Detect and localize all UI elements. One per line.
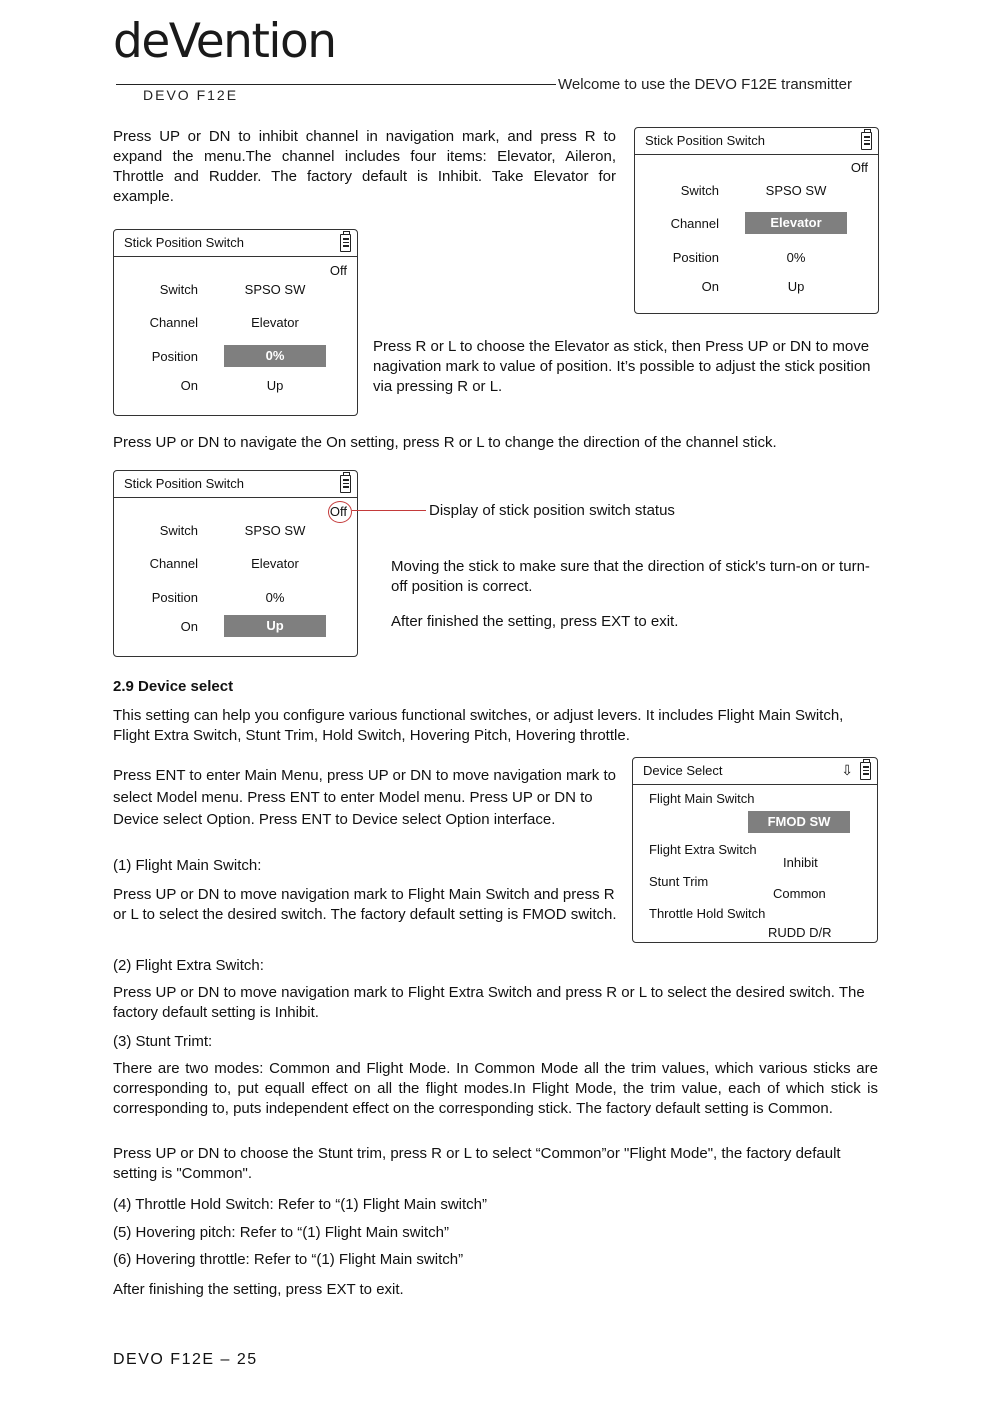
lcd-title: Stick Position Switch xyxy=(124,235,244,250)
fes-value: Inhibit xyxy=(783,855,818,870)
lcd-value-position: 0% xyxy=(786,250,806,265)
fes-label: Flight Extra Switch xyxy=(649,842,757,857)
s1-title: (1) Flight Main Switch: xyxy=(113,857,262,874)
lcd-title-bar xyxy=(635,128,878,155)
lcd-title: Device Select xyxy=(643,763,723,778)
enter-instructions: Press ENT to enter Main Menu, press UP or DN to move navigation mark to select Model menu. Press ENT to enter Model menu. Press UP or DN to Device select Option. Press ENT to Device select Option interface. xyxy=(113,767,616,828)
stunt-trim-value: Common xyxy=(773,886,826,901)
down-arrow-icon: ⇩ xyxy=(841,762,853,778)
lcd-title-bar xyxy=(114,230,357,257)
lcd-label-on: On xyxy=(701,279,719,294)
intro-paragraph: Press UP or DN to inhibit channel in navigation mark, and press R to expand the menu.The channel includes four items: Elevator, Aileron, Throttle and Rudder. The factory default is Inhibit. Take Elevator for example. xyxy=(113,128,616,205)
header-welcome: Welcome to use the DEVO F12E transmitter xyxy=(558,76,853,93)
s2-body: Press UP or DN to move navigation mark to Flight Extra Switch and press R or L to select the desired switch. The factory default setting is Inhibit. xyxy=(113,984,865,1021)
lcd-label-switch: Switch xyxy=(159,523,198,538)
battery-icon xyxy=(861,132,872,150)
throttle-hold-label: Throttle Hold Switch xyxy=(649,906,766,921)
battery-icon xyxy=(860,762,871,780)
s3-title: (3) Stunt Trimt: xyxy=(113,1033,213,1050)
s2-title: (2) Flight Extra Switch: xyxy=(113,957,264,974)
lcd-label-switch: Switch xyxy=(159,282,198,297)
s3-body-1: There are two modes: Common and Flight Mode. In Common Mode all the trim values, which various sticks are corresponding to, put equall effect on all the flight modes.In Flight Mode, the trim value, each of which stick is corresponding to, puts independent effect on the corresponding stick. The factory default setting is Common. xyxy=(113,1060,878,1117)
battery-icon xyxy=(340,234,351,252)
lcd-label-switch: Switch xyxy=(680,183,719,198)
lcd-label-position: Position xyxy=(151,590,198,605)
s5: (5) Hovering pitch: Refer to “(1) Flight Main switch” xyxy=(113,1224,449,1241)
lcd-screen-channel xyxy=(634,127,879,314)
section-heading: 2.9 Device select xyxy=(113,678,234,695)
lcd-value-channel: Elevator xyxy=(251,556,299,571)
fms-value-selected: FMOD SW xyxy=(748,811,850,833)
section-intro: This setting can help you configure various functional switches, or adjust levers. It includes Flight Main Switch, Flight Extra Switch, Stunt Trim, Hold Switch, Hovering Pitch, Hovering throttle. xyxy=(113,707,844,744)
lcd-title: Stick Position Switch xyxy=(645,133,765,148)
lcd-value-position-selected: 0% xyxy=(224,345,326,367)
lcd-value-channel-selected: Elevator xyxy=(745,212,847,234)
callout-label: Display of stick position switch status xyxy=(429,502,675,519)
model-name: DEVO F12E xyxy=(143,87,239,103)
lcd-value-channel: Elevator xyxy=(251,315,299,330)
lcd-title-bar xyxy=(633,758,877,785)
lcd-value-position: 0% xyxy=(265,590,285,605)
lcd-status: Off xyxy=(329,263,347,278)
brand-logo: deVention xyxy=(113,14,336,69)
lcd-value-on: Up xyxy=(787,279,805,294)
page-footer: DEVO F12E – 25 xyxy=(113,1351,258,1368)
s6: (6) Hovering throttle: Refer to “(1) Flight Main switch” xyxy=(113,1251,464,1268)
lcd-value-switch: SPSO SW xyxy=(244,523,306,538)
lcd-value-on: Up xyxy=(266,378,284,393)
exit-note: After finished the setting, press EXT to exit. xyxy=(391,613,679,630)
stunt-trim-label: Stunt Trim xyxy=(649,874,709,889)
lcd-label-channel: Channel xyxy=(670,216,719,231)
lcd-value-on-selected: Up xyxy=(224,615,326,637)
s4: (4) Throttle Hold Switch: Refer to “(1) Flight Main switch” xyxy=(113,1196,487,1213)
stick-direction-note: Moving the stick to make sure that the direction of stick's turn-on or turn-off position is correct. xyxy=(391,558,870,595)
lcd-value-switch: SPSO SW xyxy=(765,183,827,198)
callout-line xyxy=(352,510,426,511)
s1-body: Press UP or DN to move navigation mark to Flight Main Switch and press R or L to select the desired switch. The factory default setting is FMOD switch. xyxy=(113,886,617,923)
lcd-label-on: On xyxy=(180,619,198,634)
position-instruction: Press R or L to choose the Elevator as stick, then Press UP or DN to move nagivation mark to value of position. It’s possible to adjust the stick position via pressing R or L. xyxy=(373,338,871,395)
lcd-label-channel: Channel xyxy=(149,556,198,571)
lcd-label-on: On xyxy=(180,378,198,393)
lcd-label-position: Position xyxy=(672,250,719,265)
fms-label: Flight Main Switch xyxy=(649,791,755,806)
header-rule xyxy=(116,84,556,85)
lcd-title: Stick Position Switch xyxy=(124,476,244,491)
lcd-status: Off xyxy=(329,504,347,519)
lcd-status: Off xyxy=(850,160,868,175)
lcd-label-channel: Channel xyxy=(149,315,198,330)
finish-note: After finishing the setting, press EXT to exit. xyxy=(113,1281,404,1298)
lcd-value-switch: SPSO SW xyxy=(244,282,306,297)
lcd-screen-position xyxy=(113,229,358,416)
lcd-device-select xyxy=(632,757,878,943)
on-setting-instruction: Press UP or DN to navigate the On setting, press R or L to change the direction of the channel stick. xyxy=(113,434,777,451)
battery-icon xyxy=(340,475,351,493)
lcd-label-position: Position xyxy=(151,349,198,364)
lcd-title-bar xyxy=(114,471,357,498)
lcd-screen-on xyxy=(113,470,358,657)
s3-body-2: Press UP or DN to choose the Stunt trim, press R or L to select “Common”or "Flight Mode", the factory default setting is "Common". xyxy=(113,1145,841,1182)
throttle-hold-value: RUDD D/R xyxy=(768,925,832,940)
